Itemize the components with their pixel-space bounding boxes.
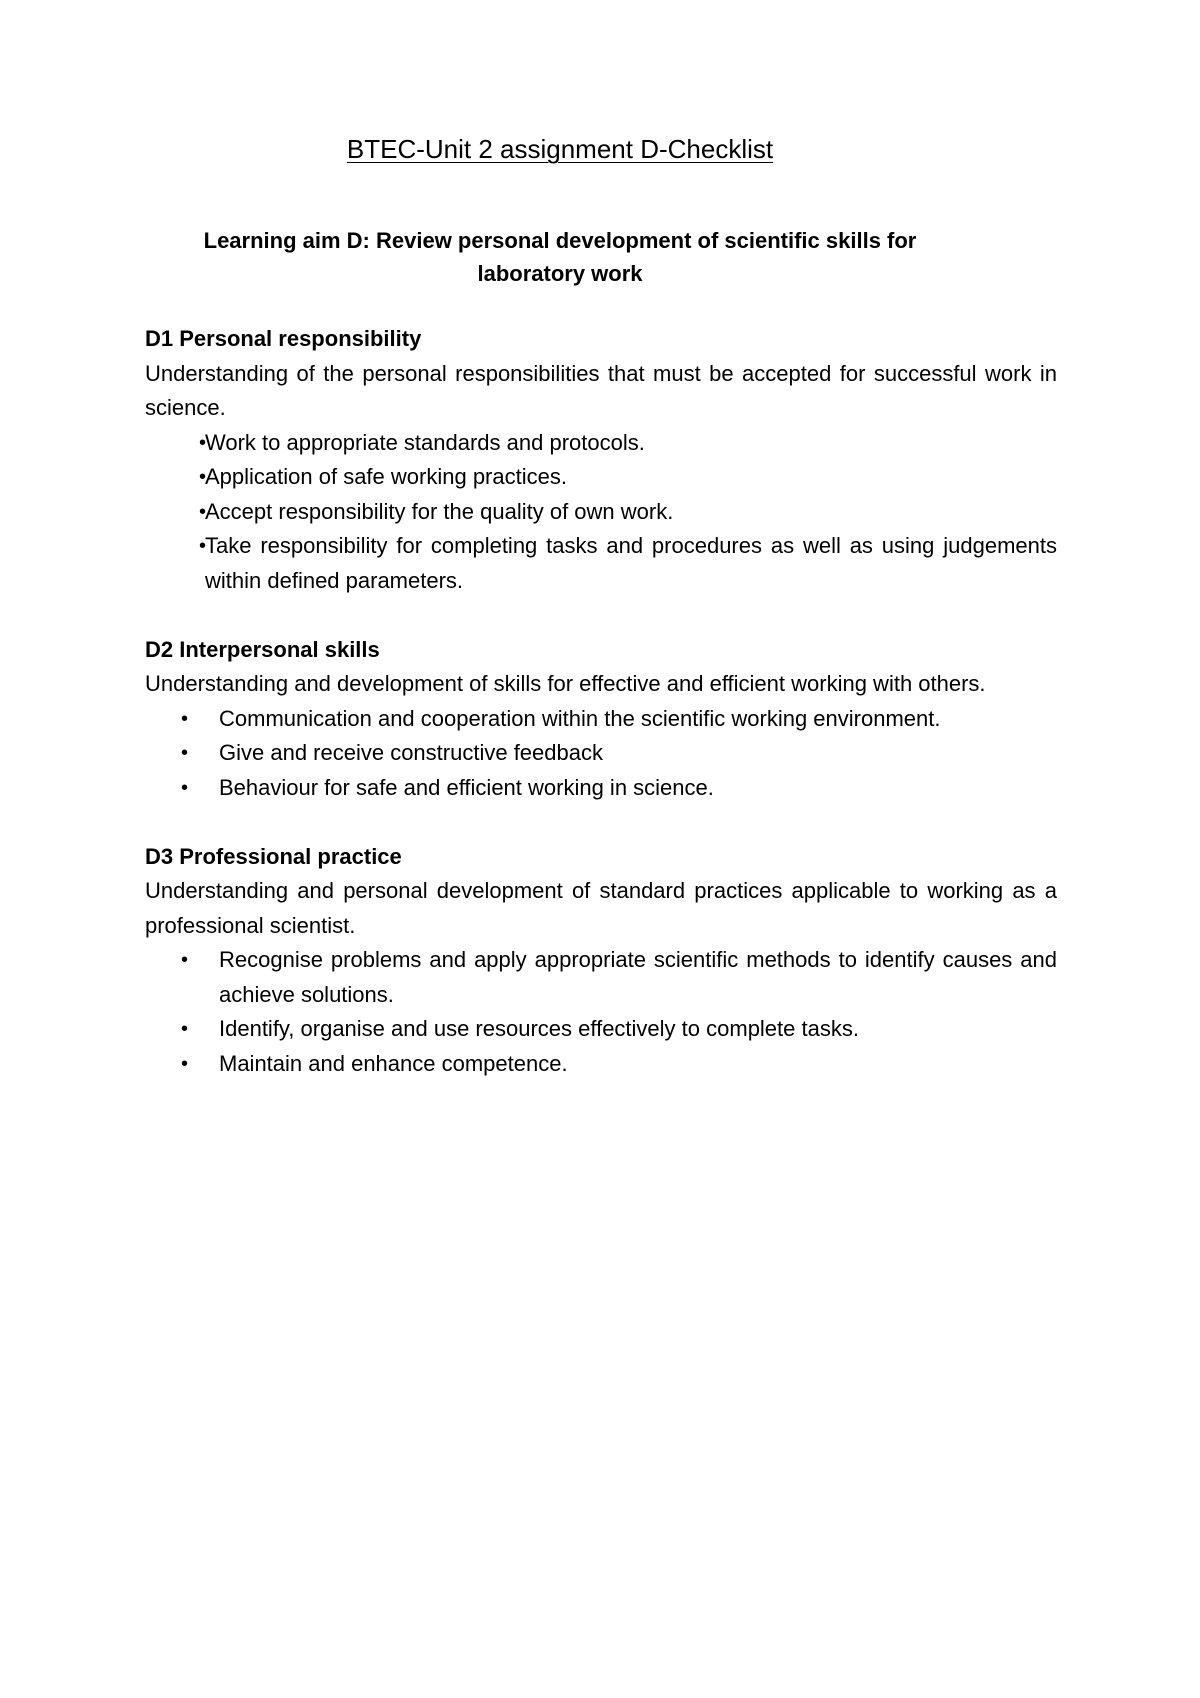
section-intro: Understanding of the personal responsibilities that must be accepted for successful work in science. xyxy=(145,360,1057,420)
list-item-text: Give and receive constructive feedback xyxy=(219,740,603,765)
section-d3-professional-practice xyxy=(145,840,1057,1082)
list-item xyxy=(145,771,1057,806)
list-item xyxy=(145,1012,1057,1047)
list-item xyxy=(145,495,1057,530)
list-item xyxy=(145,460,1057,495)
section-heading: D2 Interpersonal skills xyxy=(145,636,380,662)
list-item xyxy=(145,1047,1057,1082)
section-d2-interpersonal-skills xyxy=(145,633,1057,806)
list-item xyxy=(145,529,1057,598)
bullet-icon: • xyxy=(181,742,189,764)
bullet-icon: • xyxy=(199,431,207,454)
bullet-icon: • xyxy=(199,535,207,557)
checklist xyxy=(145,426,1057,599)
learning-aim-line-1: Learning aim D: Review personal development of scientific skills for xyxy=(203,228,917,253)
section-intro: Understanding and development of skills for effective and efficient working with others. xyxy=(145,671,986,696)
learning-aim-line-2: laboratory work xyxy=(477,261,643,286)
bullet-icon: • xyxy=(199,500,207,523)
list-item xyxy=(145,426,1057,461)
section-heading: D3 Professional practice xyxy=(145,843,402,869)
bullet-icon: • xyxy=(181,707,189,730)
bullet-icon: • xyxy=(181,1018,189,1040)
bullet-icon: • xyxy=(181,1052,189,1075)
section-intro: Understanding and personal development of standard practices applicable to working as a professional scientist. xyxy=(145,878,1057,938)
list-item-text: Work to appropriate standards and protocols. xyxy=(205,429,645,455)
document-body xyxy=(145,322,1057,1116)
document-title: BTEC-Unit 2 assignment D-Checklist xyxy=(346,134,774,164)
list-item xyxy=(145,702,1057,737)
list-item-text: Recognise problems and apply appropriate scientific methods to identify causes and achieve solutions. xyxy=(219,947,1057,1007)
list-item-text: Maintain and enhance competence. xyxy=(219,1050,568,1076)
bullet-icon: • xyxy=(199,466,207,488)
list-item-text: Application of safe working practices. xyxy=(205,464,567,489)
section-heading: D1 Personal responsibility xyxy=(145,326,422,351)
list-item-text: Accept responsibility for the quality of own work. xyxy=(205,498,674,524)
bullet-icon: • xyxy=(181,949,189,971)
learning-aim xyxy=(190,224,930,290)
checklist xyxy=(145,702,1057,806)
checklist xyxy=(145,943,1057,1081)
section-d1-personal-responsibility xyxy=(145,322,1057,598)
list-item xyxy=(145,736,1057,771)
list-item-text: Behaviour for safe and efficient working in science. xyxy=(219,774,714,800)
bullet-icon: • xyxy=(181,776,189,799)
list-item-text: Communication and cooperation within the scientific working environment. xyxy=(219,705,941,731)
list-item-text: Identify, organise and use resources effectively to complete tasks. xyxy=(219,1016,859,1041)
list-item xyxy=(145,943,1057,1012)
list-item-text: Take responsibility for completing tasks and procedures as well as using judgements within defined parameters. xyxy=(205,533,1057,593)
